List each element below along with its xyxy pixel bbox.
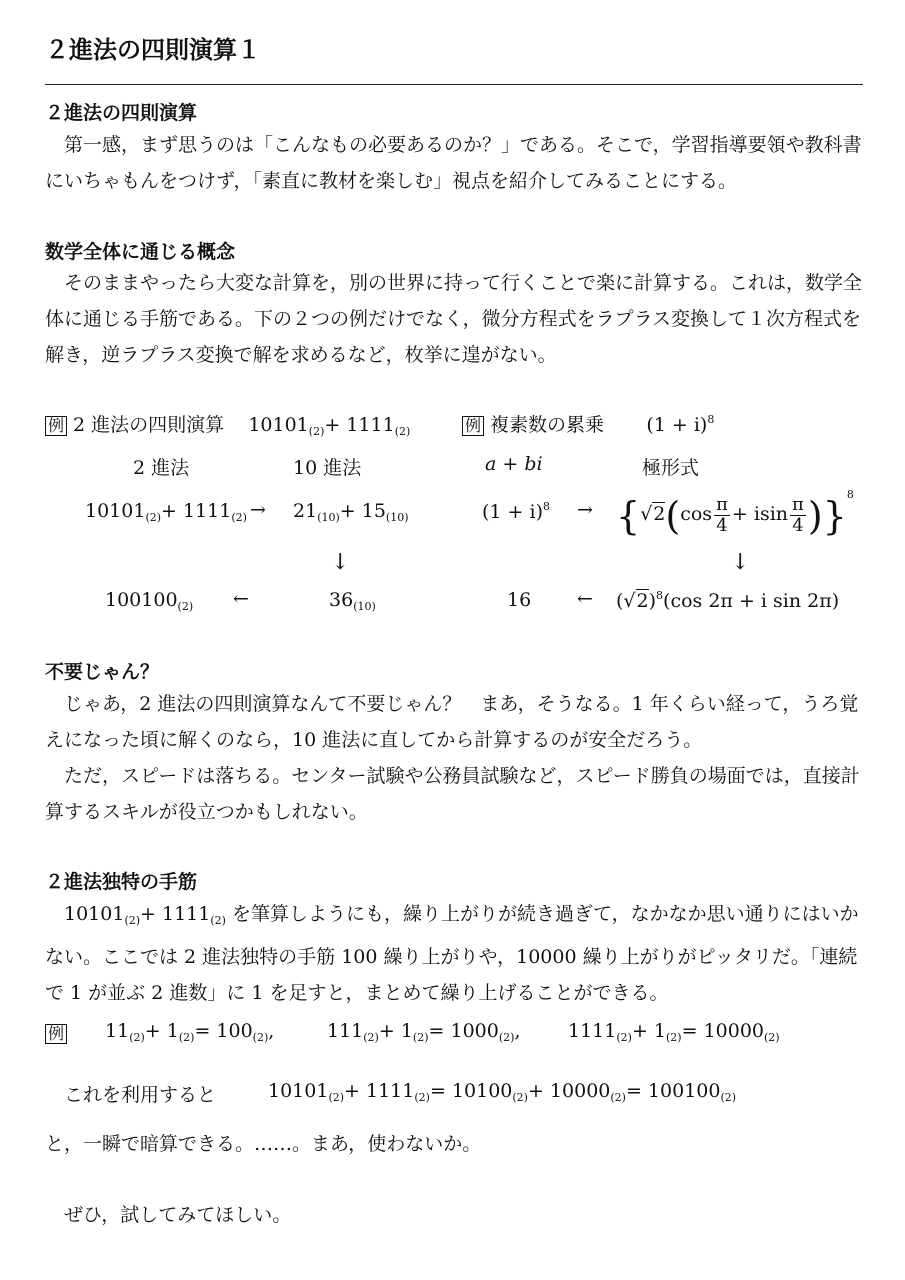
base-subscript: (2)	[178, 1031, 195, 1044]
base-subscript: (10)	[353, 600, 376, 613]
base-subscript: (2)	[124, 914, 141, 927]
expr-term: + 1111	[324, 414, 395, 436]
label-polar-form: 極形式	[642, 457, 700, 479]
section-text-binary-arithmetic: 第一感，まず思うのは「こんなもの必要あるのか？」である。そこで，学習指導要領や教科書にいちゃもんをつけず，「素直に教材を楽しむ」視点を紹介してみることにする。	[45, 134, 862, 192]
base-subscript: (2)	[363, 1031, 379, 1044]
sqrt-value: 2	[653, 503, 666, 525]
base-subscript: (2)	[498, 1031, 515, 1044]
base-subscript: (2)	[394, 425, 411, 438]
fraction-numerator: π	[716, 493, 728, 515]
expr-term: + 10000	[527, 1080, 611, 1102]
base-subscript: (2)	[210, 914, 226, 927]
closing-text: と，一瞬で暗算できる。……。まあ，使わないか。	[45, 1133, 482, 1155]
comma: ,	[514, 1020, 521, 1042]
carry-example-1	[105, 1020, 274, 1044]
fraction	[714, 495, 730, 536]
base-subscript: (2)	[129, 1031, 145, 1044]
arrow-right-right: →	[577, 499, 593, 521]
arrow-down-right: ↓	[731, 550, 750, 575]
base-subscript: (2)	[512, 1091, 528, 1104]
expr-term: = 100	[194, 1020, 253, 1042]
base-subscript: (2)	[720, 1091, 737, 1104]
expr-term: 1111	[568, 1020, 617, 1042]
expr-term: + 15	[339, 500, 386, 522]
base-subscript: (2)	[231, 511, 247, 524]
example-left-title-text: 2 進法の四則演算	[73, 414, 225, 436]
decimal-sum-expr	[293, 500, 409, 524]
base-subscript: (2)	[177, 600, 194, 613]
example-left-title	[45, 410, 410, 438]
expr-term: + 1	[631, 1020, 667, 1042]
base-subscript: (2)	[412, 1031, 429, 1044]
section-heading-unnecessary: 不要じゃん？	[45, 661, 160, 683]
isin-label: + isin	[731, 503, 789, 525]
cos-label: cos	[680, 503, 713, 525]
expr-term: 10101	[268, 1080, 329, 1102]
example-mark: 例	[45, 416, 67, 436]
expr-term: + 1111	[344, 1080, 415, 1102]
final-text: ぜひ，試してみてほしい。	[64, 1204, 292, 1226]
example-mark-2	[45, 1022, 73, 1044]
fraction-numerator: π	[792, 493, 804, 515]
carry-example-2	[327, 1020, 520, 1044]
base-subscript: (2)	[666, 1031, 682, 1044]
expr-term: 100100	[105, 589, 178, 611]
comma: ,	[268, 1020, 275, 1042]
label-rect-form: a + bi	[485, 453, 543, 475]
expr-term: = 100100	[625, 1080, 721, 1102]
expr-term: + 1111	[161, 500, 232, 522]
base-subscript: (2)	[610, 1091, 626, 1104]
base-subscript: (10)	[385, 511, 409, 524]
expr-term: 10101	[85, 500, 146, 522]
expr-term: = 1000	[428, 1020, 499, 1042]
base-subscript: (2)	[252, 1031, 269, 1044]
page-title: ２進法の四則演算１	[45, 36, 261, 64]
arrow-down-left: ↓	[331, 550, 350, 575]
example-mark: 例	[462, 416, 484, 436]
label-base10: 10 進法	[293, 457, 362, 479]
expr-term: = 10000	[681, 1020, 765, 1042]
complex-expr: (1 + i)	[482, 501, 543, 523]
use-lead-text: これを利用すると	[64, 1084, 217, 1106]
expr-term: 10101	[248, 414, 309, 436]
arrow-left-left: ←	[233, 588, 249, 610]
base-subscript: (10)	[317, 511, 340, 524]
decimal-result	[329, 589, 376, 613]
binary-sum-expr	[85, 500, 247, 524]
power-superscript: 8	[846, 488, 854, 501]
base-subscript: (2)	[414, 1091, 430, 1104]
power-superscript: 8	[707, 413, 715, 426]
example-mark: 例	[45, 1024, 67, 1044]
carry-example-3	[568, 1020, 780, 1044]
fraction-denominator: 4	[792, 514, 804, 536]
arrow-right-left: →	[250, 499, 266, 521]
section-heading-binary-arithmetic: ２進法の四則演算	[45, 102, 198, 124]
expr-term: + 1111	[140, 903, 211, 925]
base-subscript: (2)	[328, 1091, 345, 1104]
expr-term: 36	[329, 589, 354, 611]
sqrt-value: 2	[636, 590, 649, 612]
section-heading-general-concept: 数学全体に通じる概念	[45, 241, 236, 263]
base-subscript: (2)	[308, 425, 325, 438]
complex-expr: (1 + i)	[646, 414, 708, 436]
expr-term: 111	[327, 1020, 364, 1042]
expr-term: 10101	[64, 903, 125, 925]
expr-term: 21	[293, 500, 318, 522]
expr-term: + 1	[144, 1020, 179, 1042]
polar-result-expr: $(√2)^8(\cos$ 2π + i sin 2π)	[616, 589, 840, 612]
arrow-left-right: ←	[577, 588, 593, 610]
section-text-binary-technique	[45, 896, 863, 1011]
polar-form-expr: {√2(cos $\frac{\pi}{4}$ + isin $\frac{\pi}{4}$ )}$^8$	[616, 488, 854, 538]
power-superscript: 8	[656, 589, 664, 602]
section-text-unnecessary-1: じゃあ，2 進法の四則演算なんて不要じゃん？ まあ，そうなる。1 年くらい経って，うろ覚えになった頃に解くのなら，10 進法に直してから計算するのが安全だろう。	[45, 693, 859, 751]
example-right-title	[462, 410, 714, 437]
section-text-unnecessary-2: ただ，スピードは落ちる。センター試験や公務員試験など，スピード勝負の場面では，直接計算するスキルが役立つかもしれない。	[45, 765, 860, 823]
expr-term: 11	[105, 1020, 130, 1042]
complex-result: 16	[507, 589, 532, 611]
fraction	[790, 495, 806, 536]
title-divider	[45, 84, 863, 85]
expr-term: = 10100	[429, 1080, 513, 1102]
complex-power-expr	[482, 500, 550, 523]
section-text-tail: を筆算しようにも，繰り上がりが続き過ぎて，なかなか思い通りにはいかない。ここでは 2 進法独特の手筋 100 繰り上がりや，10000 繰り上がりがピッタリだ。「連続で 1 が並ぶ 2 進数」に 1 を足すと，まとめて繰り上げることができる。	[45, 903, 859, 1004]
example-right-title-text: 複素数の累乗	[490, 414, 605, 436]
base-subscript: (2)	[145, 511, 162, 524]
base-subscript: (2)	[764, 1031, 780, 1044]
label-base2: 2 進法	[133, 457, 190, 479]
polar-result-tail: (cos 2π + i sin 2π)	[663, 590, 840, 612]
power-superscript: 8	[543, 500, 550, 513]
base-subscript: (2)	[616, 1031, 632, 1044]
section-heading-binary-technique: ２進法独特の手筋	[45, 871, 198, 893]
binary-result	[105, 589, 193, 613]
section-text-general-concept: そのままやったら大変な計算を，別の世界に持って行くことで楽に計算する。これは，数学全体に通じる手筋である。下の２つの例だけでなく，微分方程式をラプラス変換して１次方程式を解き，逆ラプラス変換で解を求めるなど，枚挙に遑がない。	[45, 272, 863, 366]
fraction-denominator: 4	[716, 514, 728, 536]
use-expr	[268, 1080, 736, 1104]
expr-term: + 1	[378, 1020, 413, 1042]
